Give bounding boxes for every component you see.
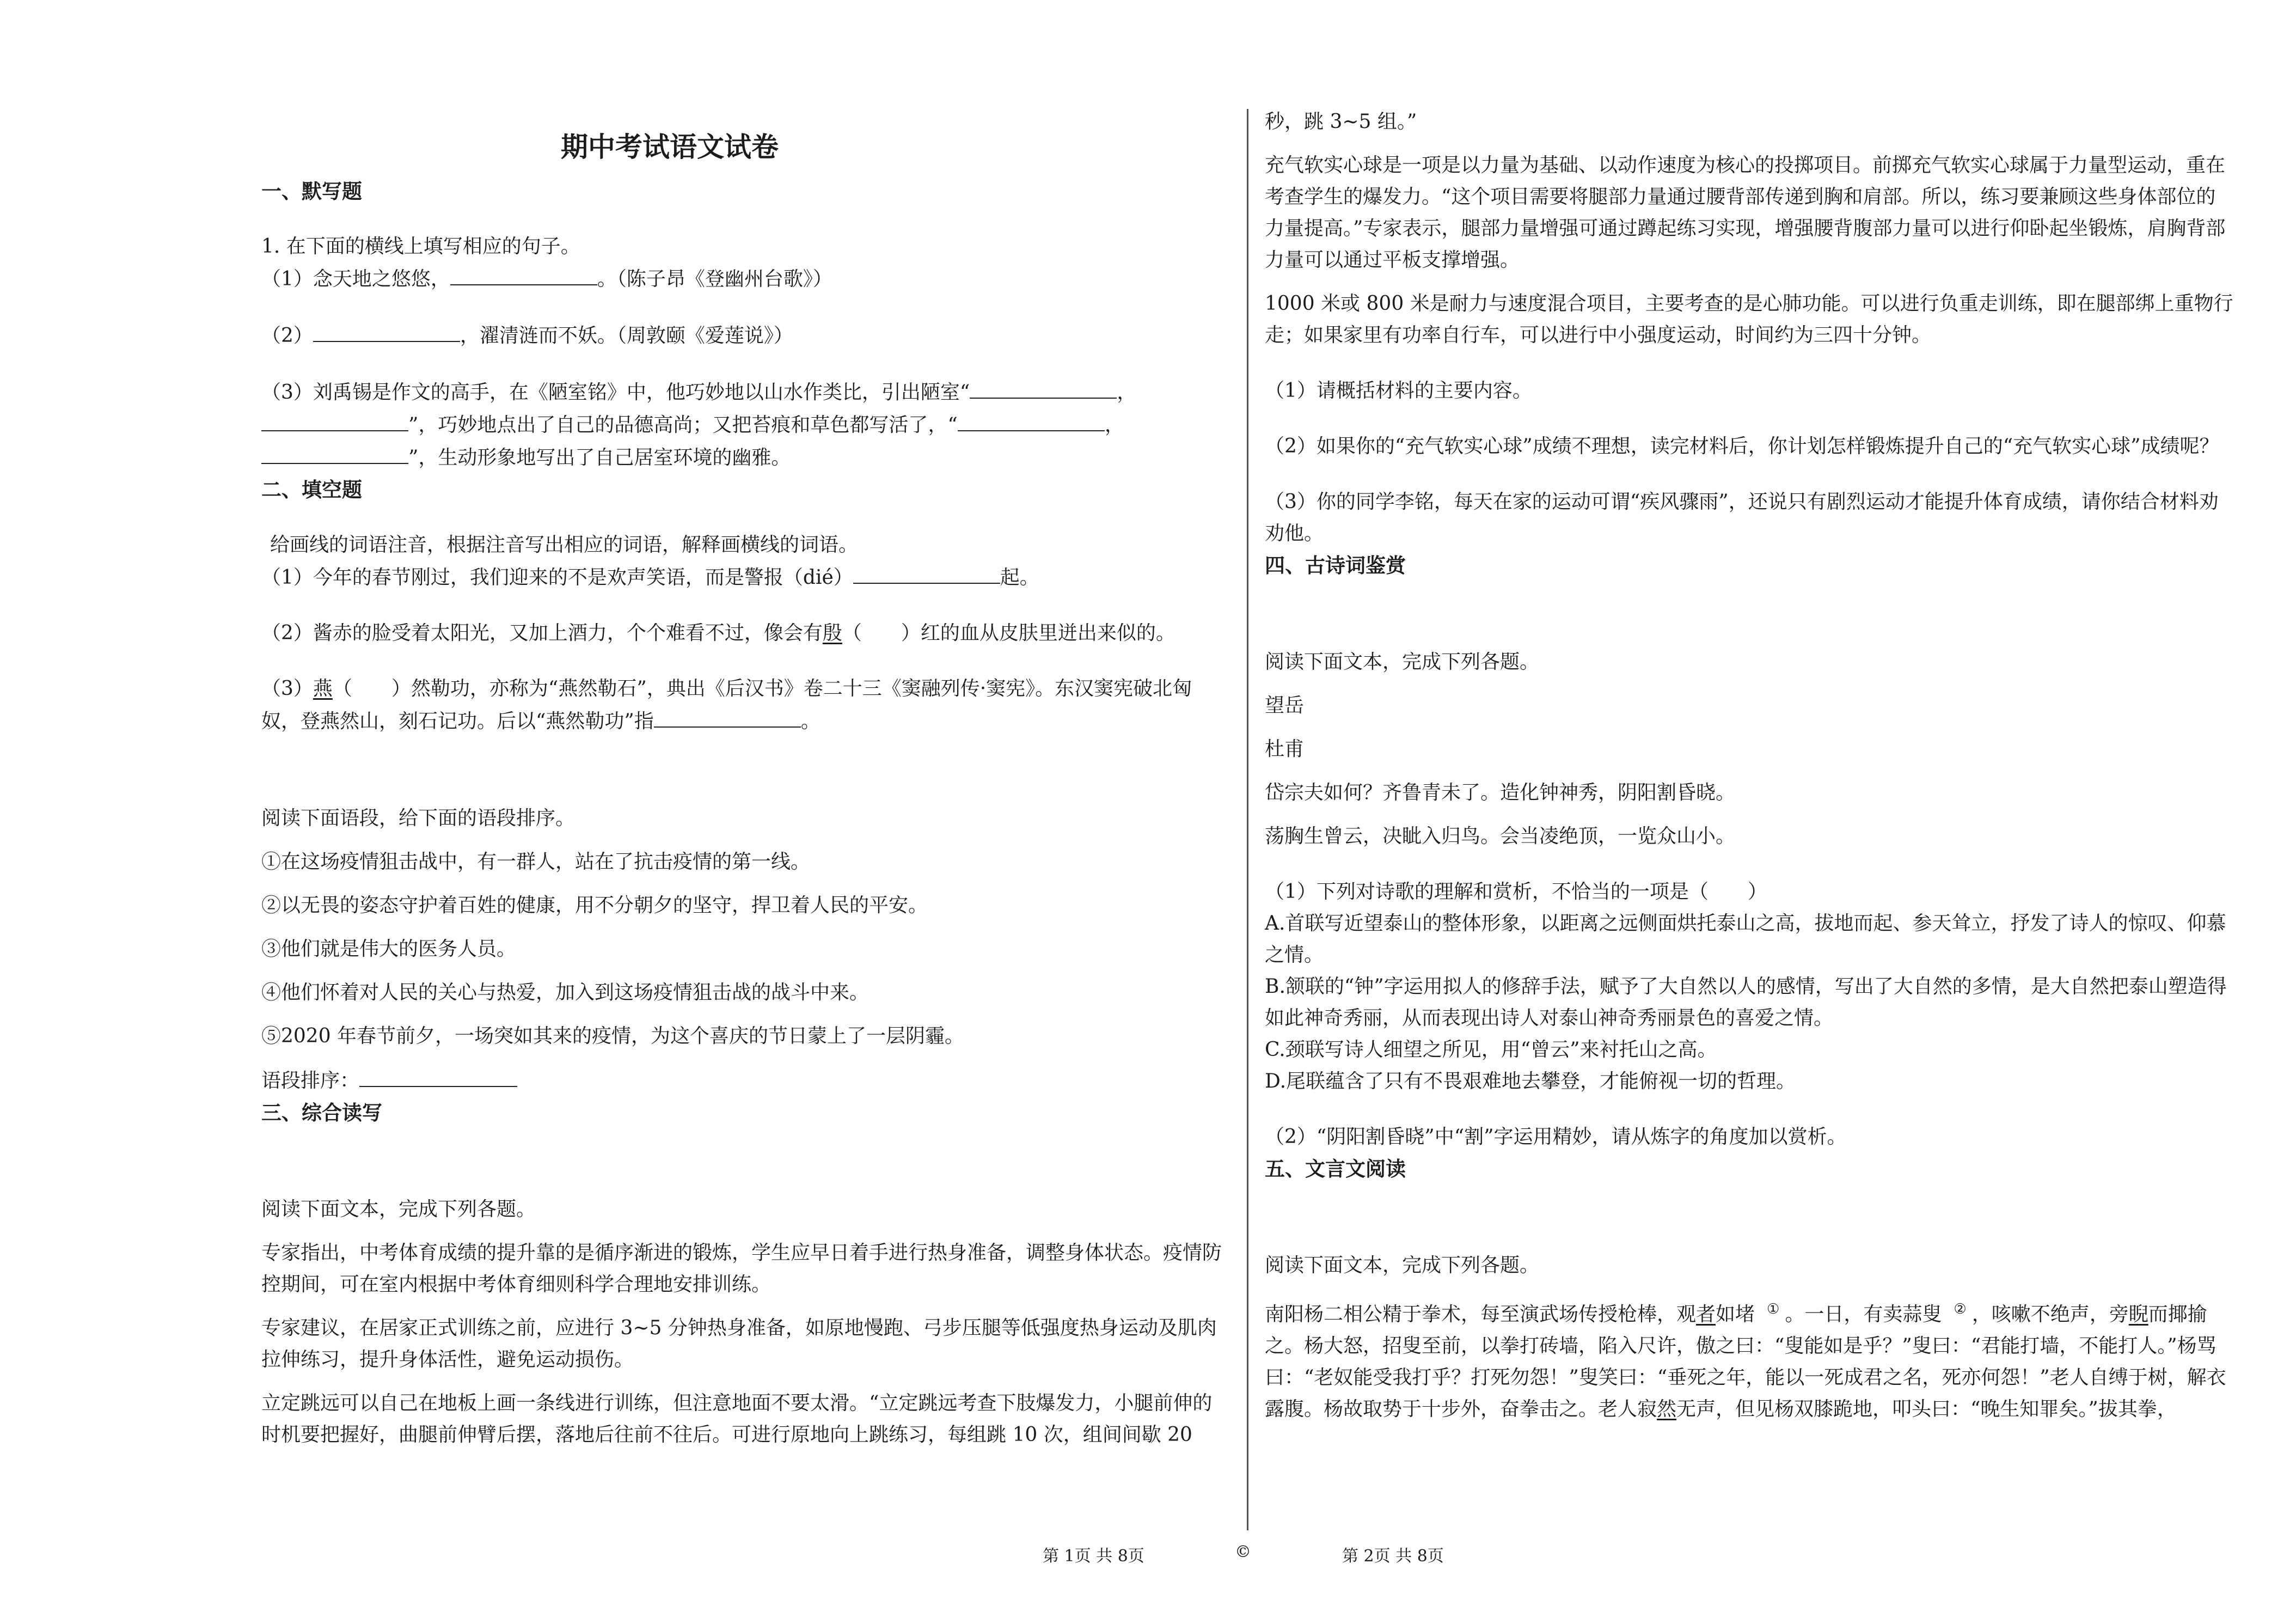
footnote-marker: ② <box>1954 1301 1967 1317</box>
poem-title: 望岳 <box>1265 694 1305 717</box>
reading-paragraph: 充气软实心球是一项是以力量为基础、以动作速度为核心的投掷项目。前掷充气软实心球属于力量型运动，重在考查学生的爆发力。“这个项目需要将腿部力量通过腰背部传递到胸和肩部。所以，练习要兼顾这些身体部位的力量提高。”专家表示，腿部力量增强可通过蹲起练习实现，增强腰背腹部力量可以进行仰卧起坐锻炼，肩胸背部力量可以通过平板支撑增强。 <box>1265 154 2226 271</box>
column-divider <box>1247 109 1248 1530</box>
poem-question-2: （2）“阴阳割昏晓”中“割”字运用精妙，请从炼字的角度加以赏析。 <box>1265 1126 1847 1148</box>
poem-question-1: （1）下列对诗歌的理解和赏析，不恰当的一项是（ ） <box>1265 881 1767 903</box>
answer-blank[interactable] <box>313 319 460 342</box>
fill-question-1: （1）今年的春节刚过，我们迎来的不是欢声笑语，而是警报（dié） 起。 <box>261 561 1230 594</box>
left-page-number: 第 1页 共 8页 <box>1043 1547 1144 1566</box>
section-heading-4: 四、古诗词鉴赏 <box>1265 553 1406 577</box>
reading-paragraph: 立定跳远可以自己在地板上画一条线进行训练，但注意地面不要太滑。“立定跳远考查下肢爆发力，小腿前伸的时机要把握好，曲腿前伸臂后摆，落地后往前不往后。可进行原地向上跳练习，每组跳 10 次，组间间歇 20 <box>261 1392 1213 1446</box>
reading-intro: 阅读下面文本，完成下列各题。 <box>261 1198 536 1220</box>
order-item: ①在这场疫情狙击战中，有一群人，站在了抗击疫情的第一线。 <box>261 851 811 873</box>
reading-paragraph: 专家指出，中考体育成绩的提升靠的是循序渐进的锻炼，学生应早日着手进行热身准备，调整身体状态。疫情防控期间，可在室内根据中考体育细则科学合理地安排训练。 <box>261 1242 1222 1296</box>
copyright-mark: © <box>1235 1542 1251 1561</box>
right-page-number: 第 2页 共 8页 <box>1342 1547 1444 1566</box>
answer-blank[interactable] <box>853 561 1000 584</box>
reading-question-2: （2）如果你的“充气软实心球”成绩不理想，读完材料后，你计划怎样锻炼提升自己的“充气软实心球”成绩呢？ <box>1265 435 2219 457</box>
answer-blank[interactable] <box>654 705 801 728</box>
page-title: 期中考试语文试卷 <box>561 131 779 163</box>
poem-author: 杜甫 <box>1265 738 1305 760</box>
section-heading-3: 三、综合读写 <box>261 1101 382 1125</box>
classical-intro: 阅读下面文本，完成下列各题。 <box>1265 1254 1540 1277</box>
order-item: ⑤2020 年春节前夕，一场突如其来的疫情，为这个喜庆的节日蒙上了一层阴霾。 <box>261 1025 965 1047</box>
question-1-1: （1）念天地之悠悠， 。（陈子昂《登幽州台歌》） <box>261 262 1230 295</box>
reading-question-3: （3）你的同学李铭，每天在家的运动可谓“疾风骤雨”，还说只有剧烈运动才能提升体育成绩，请你结合材料劝劝他。 <box>1265 491 2219 545</box>
option-d: D.尾联蕴含了只有不畏艰难地去攀登，才能俯视一切的哲理。 <box>1265 1070 1796 1092</box>
order-item: ④他们怀着对人民的关心与热爱，加入到这场疫情狙击战的战斗中来。 <box>261 981 870 1004</box>
answer-blank[interactable] <box>359 1064 517 1087</box>
left-column <box>261 103 1230 1451</box>
poem-line: 岱宗夫如何？齐鲁青未了。造化钟神秀，阴阳割昏晓。 <box>1265 782 1736 804</box>
order-intro: 阅读下面语段，给下面的语段排序。 <box>261 807 575 829</box>
poem-line: 荡胸生曾云，决眦入归鸟。会当凌绝顶，一览众山小。 <box>1265 825 1736 847</box>
fill-question-3: （3）燕（ ）然勒功，亦称为“燕然勒石”，典出《后汉书》卷二十三《窦融列传·窦宪》。东汉窦宪破北匈奴，登燕然山，刻石记功。后以“燕然勒功”指 。 <box>261 677 1192 732</box>
answer-blank[interactable] <box>261 441 408 464</box>
answer-blank[interactable] <box>970 376 1117 399</box>
poem-intro: 阅读下面文本，完成下列各题。 <box>1265 651 1540 673</box>
reading-continuation: 秒，跳 3~5 组。” <box>1265 111 1417 133</box>
option-a: A.首联写近望泰山的整体形象，以距离之远侧面烘托泰山之高，拔地而起、参天耸立，抒发了诗人的惊叹、仰慕之情。 <box>1265 912 2226 966</box>
footnote-marker: ① <box>1767 1301 1780 1317</box>
reading-question-1: （1）请概括材料的主要内容。 <box>1265 380 1532 402</box>
right-column <box>1265 106 2234 1425</box>
classical-text: 南阳杨二相公精于拳术，每至演武场传授枪棒，观者如堵 ① 。一日，有卖蒜叟 ② ，咳嗽不绝声，旁睨而揶揄之。杨大怒，招叟至前，以拳打砖墙，陷入尺许，傲之曰：“叟能如是乎？”叟曰：“君能打墙，不能打人。”杨骂曰：“老奴能受我打乎？打死勿怨！”叟笑曰：“垂死之年，能以一死成君之名，死亦何怨！”老人自缚于树，解衣露腹。杨故取势于十步外，奋拳击之。老人寂然无声，但见杨双膝跪地，叩头曰：“晚生知罪矣。”拔其拳， <box>1265 1301 2226 1420</box>
reading-paragraph: 专家建议，在居家正式训练之前，应进行 3~5 分钟热身准备，如原地慢跑、弓步压腿等低强度热身运动及肌肉拉伸练习，提升身体活性，避免运动损伤。 <box>261 1317 1217 1371</box>
option-b: B.颔联的“钟”字运用拟人的修辞手法，赋予了大自然以人的感情，写出了大自然的多情，是大自然把泰山塑造得如此神奇秀丽，从而表现出诗人对泰山神奇秀丽景色的喜爱之情。 <box>1265 975 2227 1029</box>
reading-paragraph: 1000 米或 800 米是耐力与速度混合项目，主要考查的是心肺功能。可以进行负重走训练，即在腿部绑上重物行走；如果家里有功率自行车，可以进行中小强度运动，时间约为三四十分钟。 <box>1265 292 2233 346</box>
answer-blank[interactable] <box>450 262 597 285</box>
question-1-3: （3）刘禹锡是作文的高手，在《陋室铭》中，他巧妙地以山水作类比，引出陋室“ ， ”，巧妙地点出了自己的品德高尚；又把苔痕和草色都写活了，“ ， ”，生动形象地写出了自己居室环境的幽雅。 <box>261 376 1230 474</box>
section-heading-1: 一、默写题 <box>261 179 362 203</box>
question-1-intro: 1. 在下面的横线上填写相应的句子。 <box>261 235 580 258</box>
order-answer: 语段排序： <box>261 1064 1230 1097</box>
order-item: ③他们就是伟大的医务人员。 <box>261 938 517 960</box>
order-item: ②以无畏的姿态守护着百姓的健康，用不分朝夕的坚守，捍卫着人民的平安。 <box>261 894 928 917</box>
fill-intro: 给画线的词语注音，根据注音写出相应的词语，解释画横线的词语。 <box>270 534 859 556</box>
question-1-2: （2） ，濯清涟而不妖。（周敦颐《爱莲说》） <box>261 319 1230 352</box>
section-heading-5: 五、文言文阅读 <box>1265 1157 1406 1181</box>
option-c: C.颈联写诗人细望之所见，用“曾云”来衬托山之高。 <box>1265 1039 1717 1061</box>
answer-blank[interactable] <box>261 408 408 431</box>
fill-question-2: （2）酱赤的脸受着太阳光，又加上酒力，个个难看不过，像会有殷（ ）红的血从皮肤里迸出来似的。 <box>261 622 1175 644</box>
answer-blank[interactable] <box>958 408 1105 431</box>
section-heading-2: 二、填空题 <box>261 478 362 502</box>
